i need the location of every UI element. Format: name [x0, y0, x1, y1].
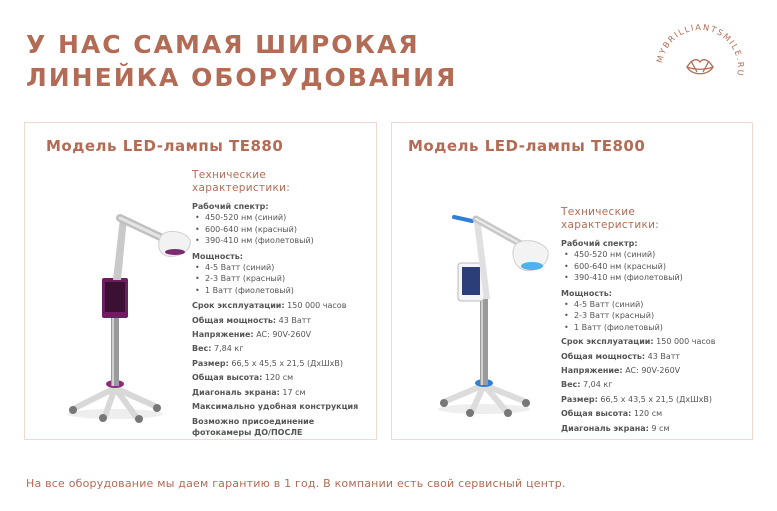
- weight-row: Вес: 7,04 кг: [561, 380, 613, 390]
- headline-line-2: ЛИНЕЙКА ОБОРУДОВАНИЯ: [26, 63, 458, 92]
- size-row: Размер: 66,5 х 45,5 х 21,5 (ДхШхВ): [192, 358, 343, 368]
- lips-icon: [687, 60, 713, 74]
- screen-row: Диагональ экрана: 17 см: [192, 387, 306, 397]
- extra-feature-2: Возможно присоединение: [192, 416, 315, 426]
- brand-logo[interactable]: [652, 20, 748, 116]
- card-title: Модель LED-лампы TE800: [408, 137, 646, 155]
- list-item: • 450-520 нм (синий): [564, 250, 656, 260]
- extra-feature-1: Максимально удобная конструкция: [192, 402, 359, 412]
- list-item: • 2-3 Ватт (красный): [564, 311, 655, 321]
- power-label: Мощность:: [561, 288, 612, 298]
- product-card-te800: [391, 122, 753, 440]
- spec-list: [192, 169, 372, 438]
- list-item: • 4-5 Ватт (синий): [195, 263, 275, 273]
- list-item: • 2-3 Ватт (красный): [195, 274, 286, 284]
- headline-line-1: У НАС САМАЯ ШИРОКАЯ: [26, 30, 420, 59]
- list-item: • 1 Ватт (фиолетовый): [195, 285, 294, 295]
- spec-heading: Технические характеристики:: [561, 206, 660, 231]
- power-label: Мощность:: [192, 251, 243, 261]
- page-headline: [26, 28, 457, 94]
- spectrum-label: Рабочий спектр:: [561, 239, 638, 248]
- warranty-note: На все оборудование мы даем гарантию в 1 год. В компании есть свой сервисный центр.: [26, 477, 566, 490]
- list-item: • 600-640 нм (красный): [195, 224, 297, 234]
- weight-row: Вес: 7,84 кг: [192, 344, 244, 354]
- screen-row: Диагональ экрана: 9 см: [561, 423, 670, 433]
- lifetime-row: Срок эксплуатации: 150 000 часов: [192, 301, 347, 311]
- size-row: Размер: 66,5 х 43,5 х 21,5 (ДхШхВ): [561, 394, 712, 404]
- total-power-row: Общая мощность: 43 Ватт: [192, 315, 312, 325]
- list-item: • 4-5 Ватт (синий): [564, 300, 644, 310]
- logo-text: MYBRILLIANTSMILE.RU: [654, 21, 747, 78]
- height-row: Общая высота: 120 см: [561, 409, 663, 419]
- voltage-row: Напряжение: AC: 90V-260V: [561, 366, 681, 376]
- product-card-te880: [24, 122, 377, 440]
- list-item: • 390-410 нм (фиолетовый): [195, 236, 314, 246]
- voltage-row: Напряжение: AC: 90V-260V: [192, 330, 312, 340]
- list-item: • 1 Ватт (фиолетовый): [564, 322, 663, 332]
- spec-list: [561, 206, 746, 434]
- spec-heading: Технические характеристики:: [192, 169, 291, 194]
- lamp-image-te880: [45, 188, 195, 423]
- total-power-row: Общая мощность: 43 Ватт: [561, 351, 681, 361]
- card-title: Модель LED-лампы TE880: [46, 137, 284, 155]
- lamp-image-te800: [414, 203, 564, 418]
- lifetime-row: Срок эксплуатации: 150 000 часов: [561, 337, 716, 347]
- list-item: • 600-640 нм (красный): [564, 261, 666, 271]
- extra-feature-2b: фотокамеры ДО/ПОСЛЕ: [192, 427, 303, 437]
- list-item: • 390-410 нм (фиолетовый): [564, 273, 683, 283]
- list-item: • 450-520 нм (синий): [195, 213, 287, 223]
- spectrum-label: Рабочий спектр:: [192, 202, 269, 211]
- height-row: Общая высота: 120 см: [192, 373, 294, 383]
